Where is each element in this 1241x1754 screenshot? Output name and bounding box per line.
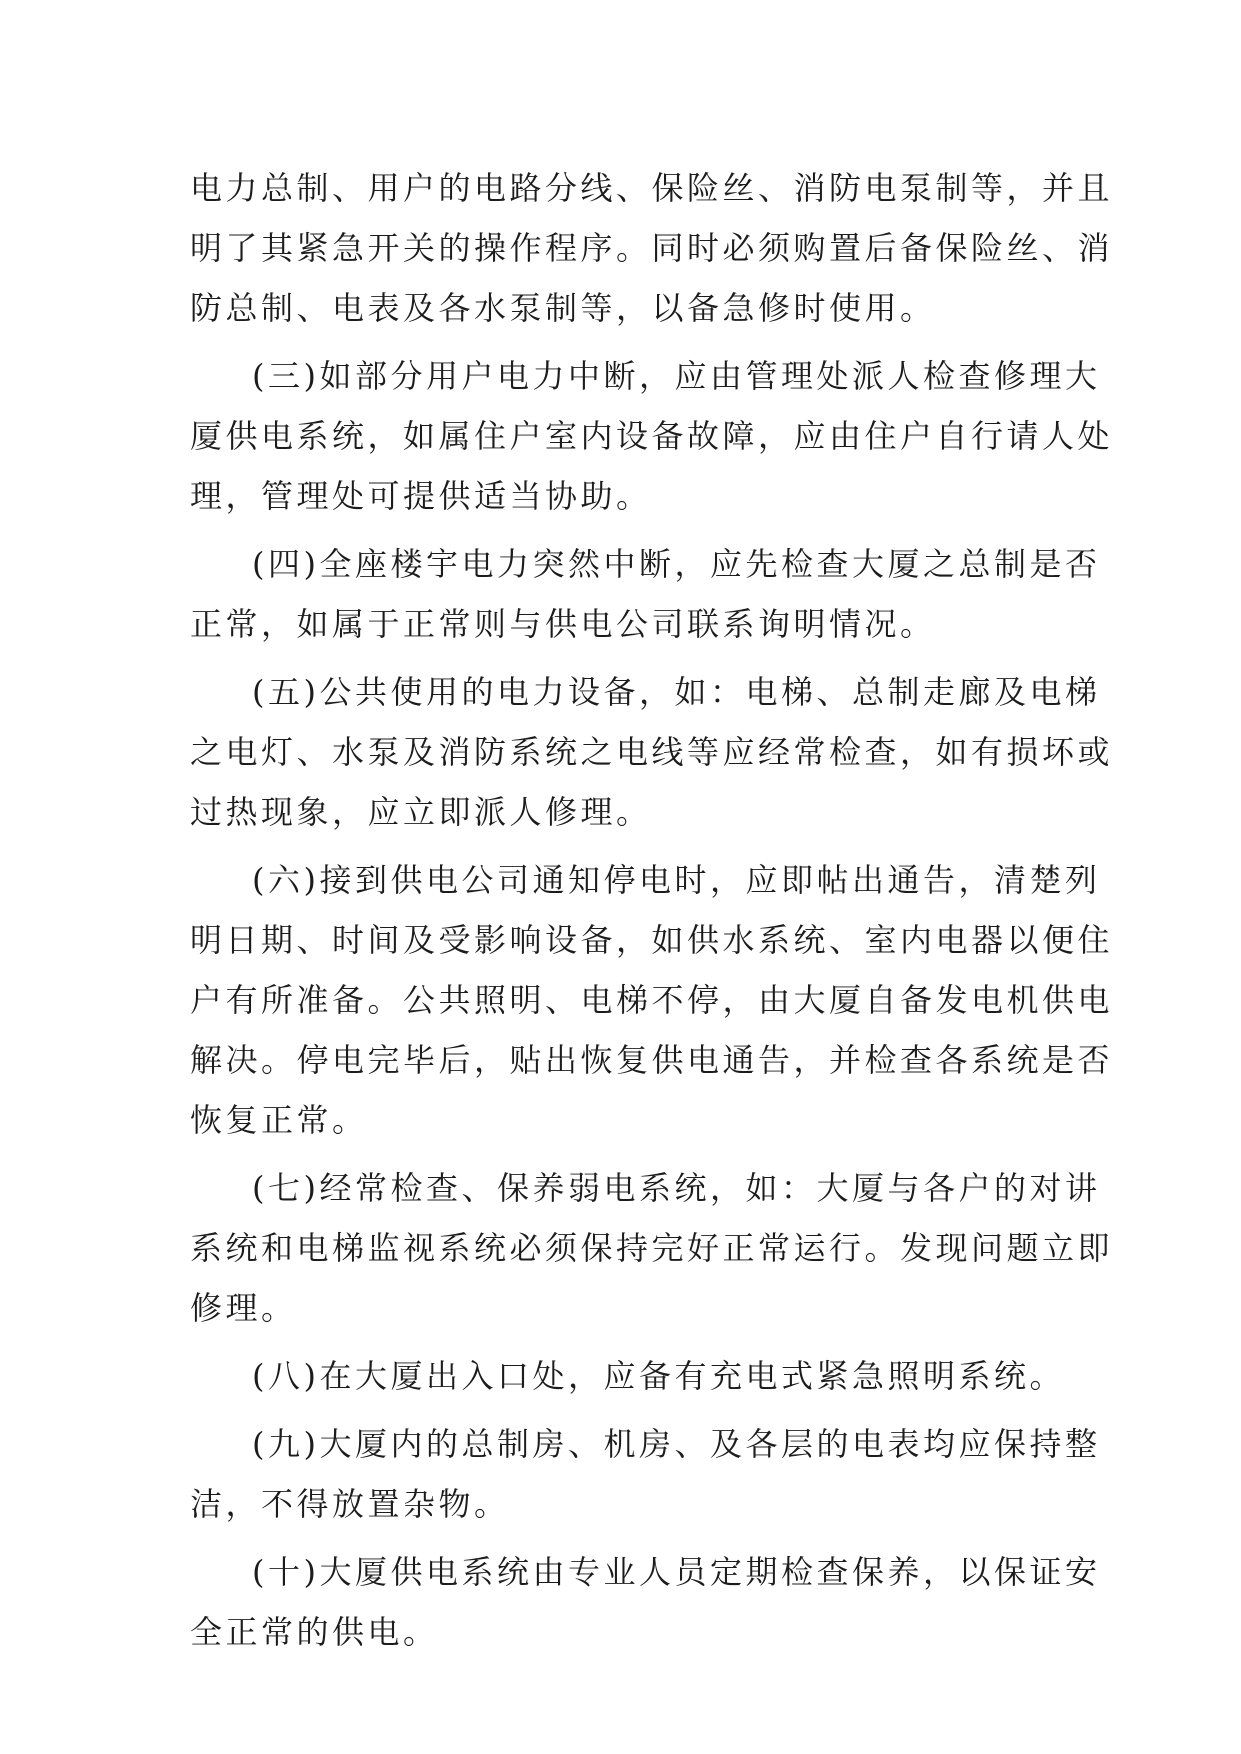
paragraph-5-line: (五)公共使用的电力设备，如：电梯、总制走廊及电梯 — [252, 673, 1101, 711]
paragraph-8-line: (八)在大厦出入口处，应备有充电式紧急照明系统。 — [252, 1357, 1065, 1395]
text-line: 理，管理处可提供适当协助。 — [190, 477, 652, 515]
text-line: 解决。停电完毕后，贴出恢复供电通告，并检查各系统是否 — [190, 1041, 1114, 1079]
text-line: 电力总制、用户的电路分线、保险丝、消防电泵制等，并且 — [190, 169, 1114, 207]
text-line: 恢复正常。 — [190, 1101, 368, 1139]
text-line: 防总制、电表及各水泵制等，以备急修时使用。 — [190, 289, 936, 327]
paragraph-4-line: (四)全座楼宇电力突然中断，应先检查大厦之总制是否 — [252, 545, 1101, 583]
document-body — [190, 158, 1114, 1662]
text-line: 系统和电梯监视系统必须保持完好正常运行。发现问题立即 — [190, 1229, 1114, 1267]
text-line: 户有所准备。公共照明、电梯不停，由大厦自备发电机供电 — [190, 981, 1114, 1019]
paragraph-3-line: (三)如部分用户电力中断，应由管理处派人检查修理大 — [252, 357, 1101, 395]
text-line: 过热现象，应立即派人修理。 — [190, 793, 652, 831]
text-line: 修理。 — [190, 1289, 297, 1327]
paragraph-9-line: (九)大厦内的总制房、机房、及各层的电表均应保持整 — [252, 1425, 1101, 1463]
text-line: 之电灯、水泵及消防系统之电线等应经常检查，如有损坏或 — [190, 733, 1114, 771]
text-line: 正常，如属于正常则与供电公司联系询明情况。 — [190, 605, 936, 643]
text-line: 厦供电系统，如属住户室内设备故障，应由住户自行请人处 — [190, 417, 1114, 455]
text-line: 洁，不得放置杂物。 — [190, 1485, 510, 1523]
paragraph-10-line: (十)大厦供电系统由专业人员定期检查保养，以保证安 — [252, 1553, 1101, 1591]
text-line: 全正常的供电。 — [190, 1613, 439, 1651]
paragraph-7-line: (七)经常检查、保养弱电系统，如：大厦与各户的对讲 — [252, 1169, 1101, 1207]
paragraph-6-line: (六)接到供电公司通知停电时，应即帖出通告，清楚列 — [252, 861, 1101, 899]
text-line: 明了其紧急开关的操作程序。同时必须购置后备保险丝、消 — [190, 229, 1114, 267]
text-line: 明日期、时间及受影响设备，如供水系统、室内电器以便住 — [190, 921, 1114, 959]
